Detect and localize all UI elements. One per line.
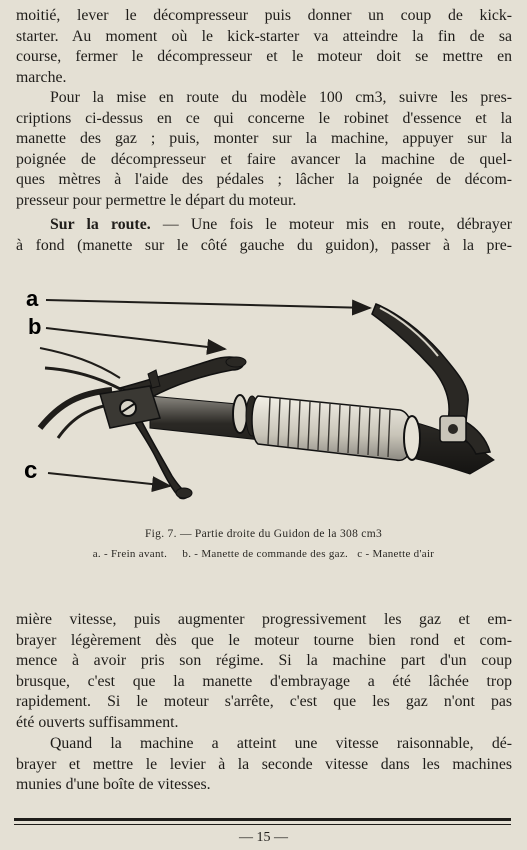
- leader-line-a: [46, 300, 370, 308]
- text-fragment: — Une fois le moteur mis en route, débrayer: [150, 216, 513, 233]
- label-c: c: [24, 457, 38, 484]
- text-line: poignée de décompresseur et faire avancer la machine de quel-: [16, 150, 512, 168]
- figure-legend: [0, 548, 527, 560]
- text-line: [16, 215, 512, 236]
- clamp-screw: [448, 424, 458, 434]
- text-line: à fond (manette sur le côté gauche du guidon), passer à la pre-: [16, 236, 512, 254]
- paragraph-continuation-after-figure: [16, 610, 512, 734]
- figure-caption: Fig. 7. — Partie droite du Guidon de la 308 cm3: [144, 528, 383, 540]
- end-collar: [404, 416, 420, 460]
- text-line: brayer et mettre le levier à la seconde vitesse dans les machines: [16, 755, 512, 773]
- legend-a: a. - Frein avant.: [92, 548, 168, 560]
- handlebar-figure: [0, 278, 527, 518]
- text-line: ques mètres à l'aide des pédales ; lâcher la poignée de décom-: [16, 171, 512, 189]
- text-line: presseur pour permettre le départ du moteur.: [16, 191, 297, 209]
- text-line: moitié, lever le décompresseur puis donner un coup de kick-: [16, 7, 512, 24]
- page-number: — 15 —: [239, 830, 288, 845]
- paragraph-second-gear: [16, 734, 512, 796]
- handlebar-illustration: [0, 278, 527, 518]
- leader-line-c: [48, 473, 170, 486]
- legend-c: c - Manette d'air: [357, 548, 435, 560]
- paragraph-sur-la-route: [16, 215, 512, 256]
- air-lever-tip: [176, 488, 192, 498]
- text-line: starter. Au moment où le kick-starter va atteindre la fin de sa: [16, 27, 512, 45]
- text-line: brusque, c'est que la manette d'embrayage a été lâchée trop: [16, 672, 512, 690]
- label-b: b: [28, 314, 42, 339]
- footer-rule-thick: [14, 818, 511, 821]
- paragraph-start-100cm3: [16, 88, 512, 212]
- leader-line-b: [46, 328, 225, 349]
- label-a: a: [26, 286, 39, 311]
- footer-rule-thin: [14, 824, 511, 825]
- grip-ring: [233, 395, 247, 433]
- text-line: Pour la mise en route du modèle 100 cm3, suivre les pres-: [50, 89, 512, 106]
- text-line: munies d'une boîte de vitesses.: [16, 776, 211, 794]
- text-line: Quand la machine a atteint une vitesse raisonnable, dé-: [50, 735, 512, 752]
- paragraph-continuation: [16, 6, 512, 88]
- text-line: criptions ci-dessus en ce qui concerne le robinet d'essence et la: [16, 109, 512, 127]
- text-line: course, fermer le décompresseur et le moteur doit se mettre en: [16, 48, 512, 66]
- text-line: rapidement. Si le moteur s'arrête, c'est que les gaz n'ont pas: [16, 693, 512, 711]
- section-heading: Sur la route.: [50, 216, 151, 233]
- text-line: marche.: [16, 68, 67, 86]
- text-line: brayer légèrement dès que le moteur tourne bien rond et com-: [16, 631, 512, 649]
- text-line: mence à avoir pris son régime. Si la machine part d'un coup: [16, 652, 512, 670]
- text-line: manette des gaz ; puis, monter sur la machine, appuyer sur la: [16, 130, 512, 148]
- text-line: été ouverts suffisamment.: [16, 713, 179, 731]
- text-line: mière vitesse, puis augmenter progressivement les gaz et em-: [16, 611, 512, 628]
- throttle-lever-tip: [226, 357, 246, 367]
- legend-b: b. - Manette de commande des gaz.: [182, 548, 349, 560]
